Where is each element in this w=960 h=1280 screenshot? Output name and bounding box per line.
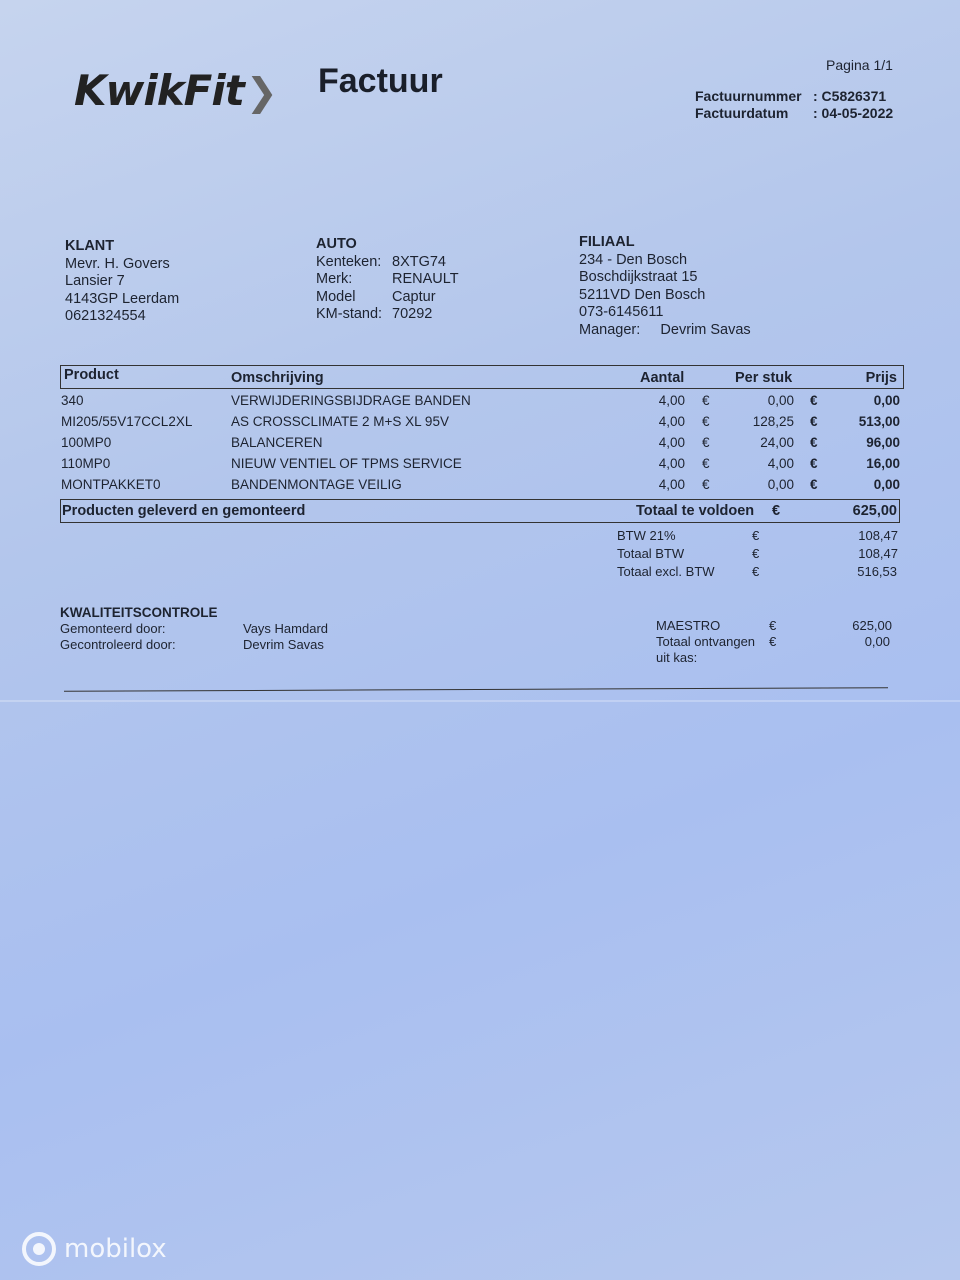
vat-row: Totaal BTW € 108,47 [617, 546, 898, 561]
mobilox-watermark: mobilox [22, 1232, 167, 1266]
total-currency: € [772, 503, 781, 519]
customer-heading: KLANT [65, 238, 115, 254]
car-row: Merk: RENAULT [316, 271, 459, 287]
branch-block [579, 234, 751, 339]
customer-block [65, 238, 179, 326]
invoice-number: : C5826371 [813, 88, 887, 104]
branch-line: 234 - Den Bosch [579, 251, 688, 268]
received-label-2: uit kas: [656, 650, 698, 665]
total-value: 625,00 [852, 503, 897, 519]
table-row: 100MP0 BALANCEREN 4,00 € 24,00 € 96,00 [61, 435, 900, 450]
branch-manager: Manager: Devrim Savas [579, 321, 751, 338]
quality-control [60, 605, 328, 653]
received-value: 0,00 [864, 634, 890, 649]
customer-street: Lansier 7 [65, 273, 125, 289]
invoice-meta [695, 88, 893, 122]
divider-line [64, 687, 888, 692]
car-heading: AUTO [316, 236, 357, 252]
car-row: KM-stand: 70292 [316, 306, 433, 322]
kwikfit-logo: KwikFit❯ [74, 66, 277, 115]
branch-line: 5211VD Den Bosch [579, 286, 706, 303]
vat-summary [617, 527, 902, 581]
branch-line: Boschdijkstraat 15 [579, 269, 698, 285]
header-price: Prijs [865, 370, 897, 386]
customer-name: Mevr. H. Govers [65, 255, 170, 272]
payment-block: MAESTRO € 625,00 Totaal ontvangen € 0,00 uit kas: [656, 618, 892, 665]
received-label: Totaal ontvangen [656, 634, 756, 649]
car-block [316, 236, 459, 324]
car-row: Kenteken: 8XTG74 [316, 253, 446, 270]
mounted-by: Vays Hamdard [243, 621, 329, 636]
table-row: MONTPAKKET0 BANDENMONTAGE VEILIG 4,00 € 0,00 € 0,00 [61, 477, 900, 492]
customer-city: 4143GP Leerdam [65, 290, 180, 307]
car-row: Model Captur [316, 288, 436, 305]
customer-phone: 0621324554 [65, 308, 146, 324]
invoice-date: : 04-05-2022 [813, 105, 894, 121]
invoice-date-label: Factuurdatum [695, 105, 789, 121]
logo-chevron-icon: ❯ [245, 70, 277, 114]
table-header [60, 365, 904, 389]
invoice-number-label: Factuurnummer [695, 88, 802, 104]
header-product: Product [64, 367, 119, 383]
table-row: 110MP0 NIEUW VENTIEL OF TPMS SERVICE 4,00 € 4,00 € 16,00 [61, 456, 900, 471]
paper-fold [0, 700, 960, 702]
total-label: Totaal te voldoen [636, 503, 755, 519]
mounted-by-label: Gemonteerd door: [60, 621, 166, 636]
table-row: 340 VERWIJDERINGSBIJDRAGE BANDEN 4,00 € 0,00 € 0,00 [61, 393, 900, 408]
summary-label: Producten geleverd en gemonteerd [62, 503, 306, 519]
total-bar [60, 499, 900, 523]
maestro-label: MAESTRO [656, 618, 721, 633]
maestro-value: 625,00 [852, 618, 892, 633]
header-quantity: Aantal [640, 370, 685, 386]
mobilox-logo-icon [22, 1232, 56, 1266]
line-items [60, 391, 902, 496]
branch-heading: FILIAAL [579, 234, 635, 250]
table-row: MI205/55V17CCL2XL AS CROSSCLIMATE 2 M+S XL 95V 4,00 € 128,25 € 513,00 [61, 414, 900, 429]
page-number: Pagina 1/1 [826, 57, 893, 73]
quality-heading: KWALITEITSCONTROLE [60, 605, 218, 620]
checked-by: Devrim Savas [243, 637, 324, 652]
document-title: Factuur [318, 62, 443, 100]
vat-row: Totaal excl. BTW € 516,53 [617, 564, 897, 579]
branch-phone: 073-6145611 [579, 304, 664, 320]
header-description: Omschrijving [231, 370, 324, 386]
vat-row: BTW 21% € 108,47 [617, 528, 898, 543]
checked-by-label: Gecontroleerd door: [60, 637, 176, 652]
header-unit-price: Per stuk [735, 370, 793, 386]
